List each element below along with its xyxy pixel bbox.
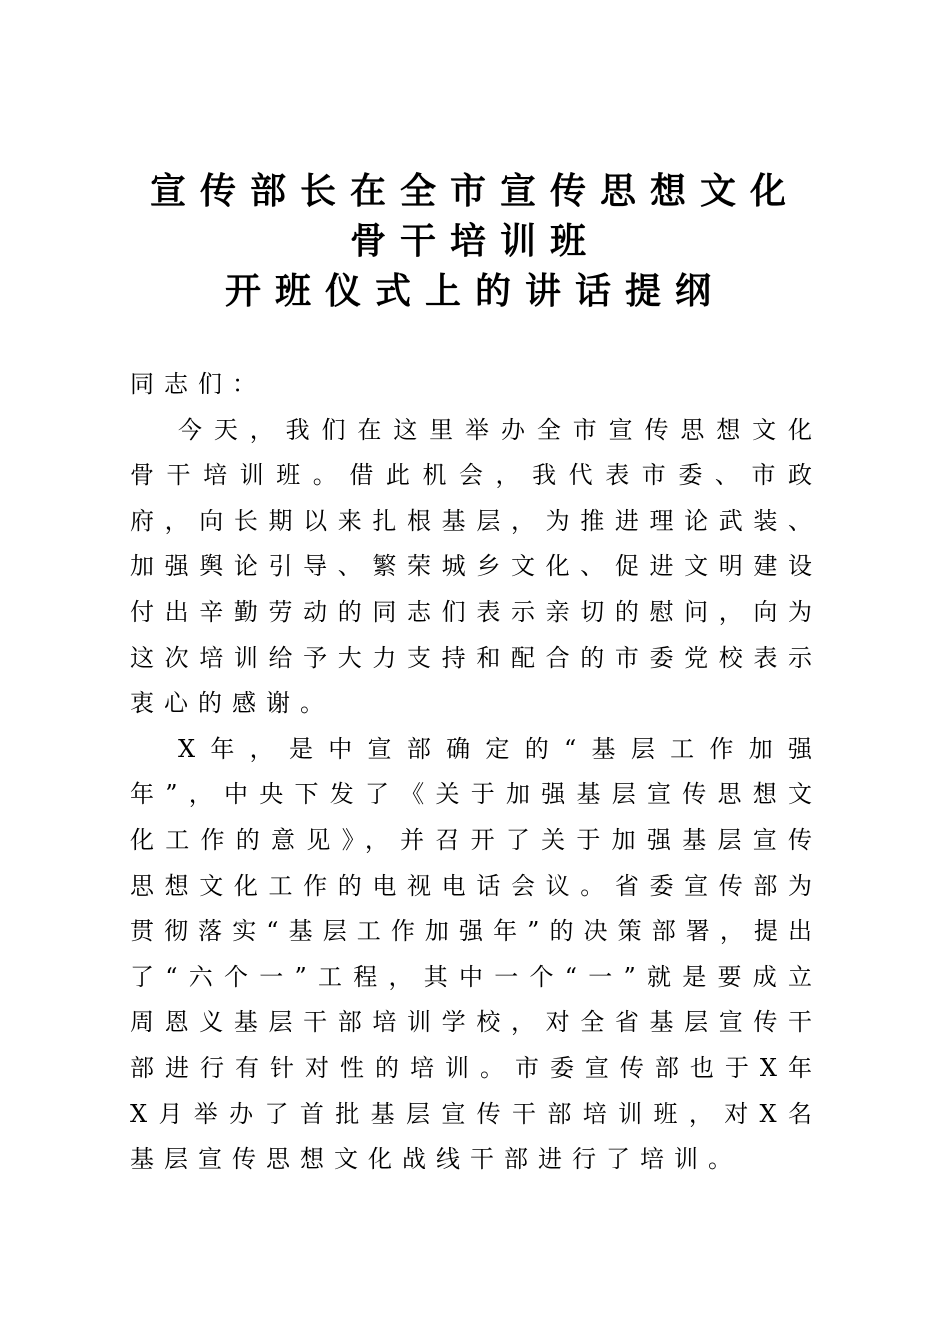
body-paragraph-1: 今天，我们在这里举办全市宣传思想文化骨干培训班。借此机会，我代表市委、市政府，向长期以来扎根基层，为推进理论武装、加强舆论引导、繁荣城乡文化、促进文明建设付出辛勤劳动的同志们表示亲切的慰问，向为这次培训给予大力支持和配合的市委党校表示衷心的感谢。 — [130, 415, 822, 718]
salutation: 同志们： — [130, 370, 266, 398]
body-paragraph-2: X年，是中宣部确定的“基层工作加强年”，中央下发了《关于加强基层宣传思想文化工作的意见》，并召开了关于加强基层宣传思想文化工作的电视电话会议。省委宣传部为贯彻落实“基层工作加强年”的决策部署，提出了“六个一”工程，其中一个“一”就是要成立周恩义基层干部培训学校，对全省基层宣传干部进行有针对性的培训。市委宣传部也于X年X月举办了首批基层宣传干部培训班，对X名基层宣传思想文化战线干部进行了培训。 — [130, 734, 822, 1174]
title-line-2: 骨干培训班 — [349, 220, 600, 262]
title-line-1: 宣传部长在全市宣传思想文化 — [149, 170, 800, 212]
document-title — [130, 166, 820, 316]
document-body — [130, 362, 822, 1183]
title-line-3: 开班仪式上的讲话提纲 — [224, 270, 725, 312]
